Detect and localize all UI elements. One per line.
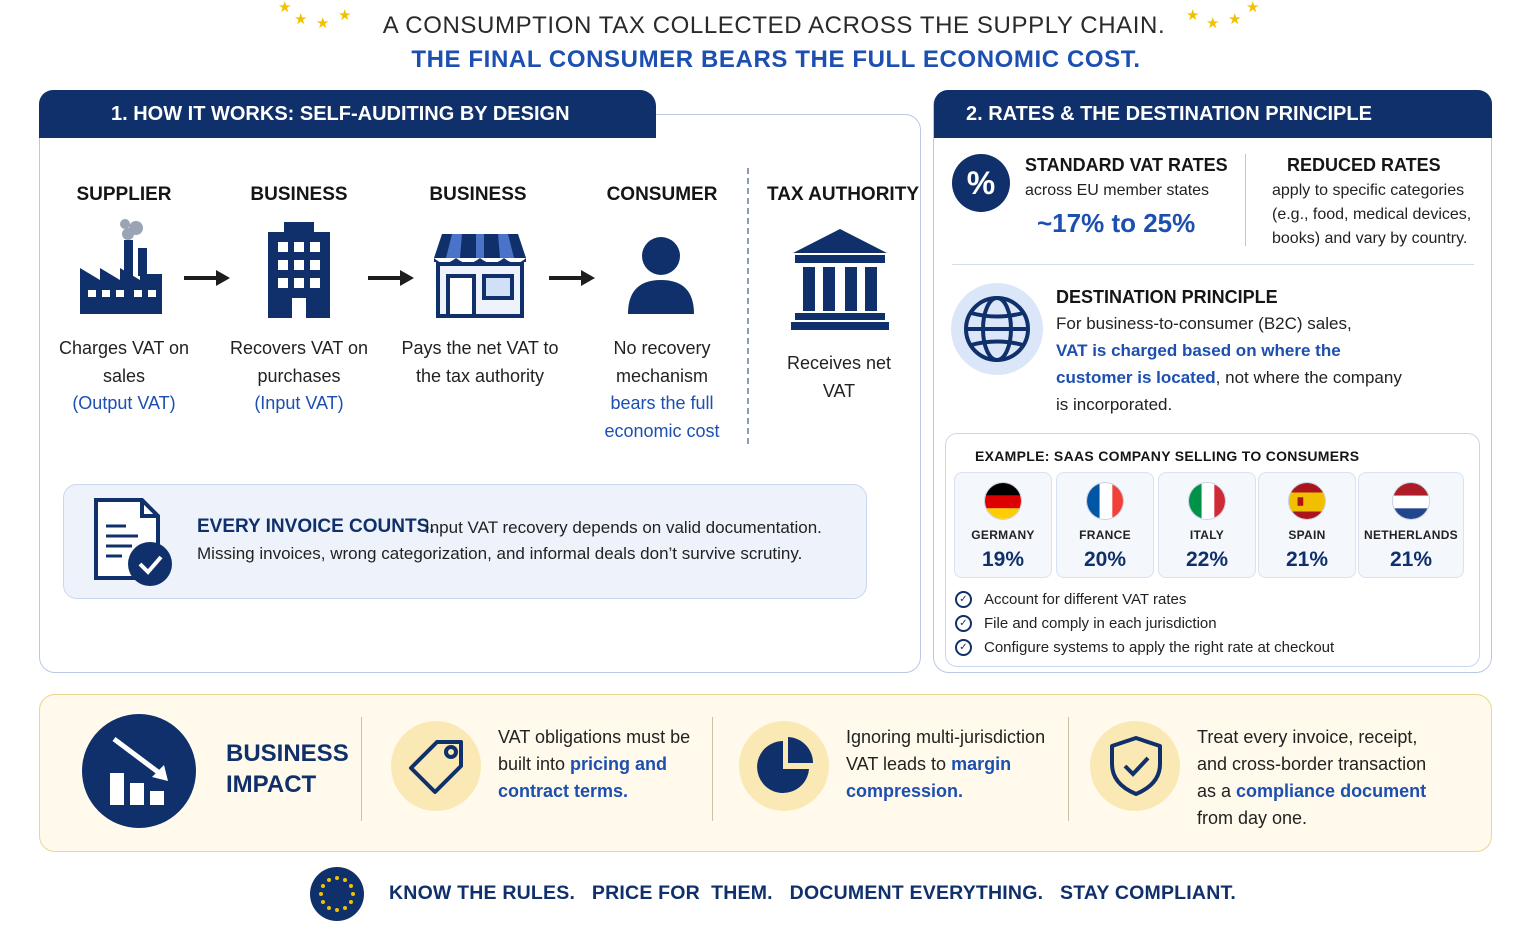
destination-heading: DESTINATION PRINCIPLE — [1056, 287, 1278, 307]
checklist-item: ✓ Configure systems to apply the right rate at checkout — [955, 639, 1334, 656]
check-circle-icon: ✓ — [955, 615, 972, 632]
country-card-germany — [954, 472, 1052, 578]
flow-desc-business-2: Pays the net VAT to the tax authority — [401, 338, 559, 386]
reduced-rates-heading: REDUCED RATES — [1287, 155, 1441, 175]
impact-divider — [361, 717, 362, 821]
country-rate: 20% — [1083, 548, 1127, 571]
flow-desc-business-1: Recovers VAT on purchases (Input VAT) — [229, 338, 369, 413]
impact-text-pricing: VAT obligations must be built into pricing and contract terms. — [498, 727, 691, 801]
flow-desc-tax-authority: Receives net VAT — [786, 353, 892, 401]
rates-divider — [1245, 154, 1246, 246]
arrow-right-icon — [549, 268, 595, 288]
germany-flag-icon — [984, 482, 1022, 520]
netherlands-flag-icon — [1392, 482, 1430, 520]
eu-flag-icon — [310, 867, 364, 921]
country-card-spain — [1258, 472, 1356, 578]
reduced-rates-line-1: apply to specific categories — [1272, 182, 1465, 199]
country-card-netherlands — [1358, 472, 1464, 578]
arrow-right-icon — [184, 268, 230, 288]
country-rate: 21% — [1285, 548, 1329, 571]
flow-divider — [747, 168, 749, 444]
flow-heading-consumer: CONSUMER — [606, 184, 718, 205]
country-rate: 21% — [1389, 548, 1433, 571]
header-subtitle: THE FINAL CONSUMER BEARS THE FULL ECONOMIC COST. — [411, 46, 1141, 73]
flow-desc-supplier: Charges VAT on sales (Output VAT) — [58, 338, 190, 413]
svg-text:%: % — [966, 165, 996, 201]
flow-heading-tax-authority: TAX AUTHORITY — [767, 184, 919, 205]
spain-flag-icon — [1288, 482, 1326, 520]
reduced-rates-line-2: (e.g., food, medical devices, — [1272, 206, 1472, 223]
invoice-line-2: Missing invoices, wrong categorization, and informal deals don’t survive scrutiny. — [197, 544, 803, 563]
check-circle-icon: ✓ — [955, 591, 972, 608]
country-name: FRANCE — [1079, 528, 1131, 542]
reduced-rates-line-3: books) and vary by country. — [1272, 230, 1468, 247]
how-it-works-title: 1. HOW IT WORKS: SELF-AUDITING BY DESIGN — [39, 90, 656, 138]
checklist-item: ✓ File and comply in each jurisdiction — [955, 615, 1217, 632]
eu-stars-left: ★ ★ ★ ★ — [278, 0, 352, 32]
declining-chart-icon — [82, 713, 196, 829]
impact-text-compliance: Treat every invoice, receipt, and cross-border transaction as a compliance document from day one. — [1197, 727, 1427, 828]
arrow-right-icon — [368, 268, 414, 288]
country-card-italy — [1158, 472, 1256, 578]
country-rate: 19% — [981, 548, 1025, 571]
footer-tagline: KNOW THE RULES. PRICE FOR THEM. DOCUMENT EVERYTHING. STAY COMPLIANT. — [389, 882, 1237, 904]
invoice-callout — [63, 484, 867, 599]
header-title: A CONSUMPTION TAX COLLECTED ACROSS THE SUPPLY CHAIN. — [382, 12, 1166, 39]
impact-divider — [1068, 717, 1069, 821]
government-building-icon — [791, 229, 889, 331]
rates-title: 2. RATES & THE DESTINATION PRINCIPLE — [934, 90, 1492, 138]
country-name: GERMANY — [971, 528, 1035, 542]
country-name: SPAIN — [1288, 528, 1326, 542]
standard-rates-range: ~17% to 25% — [1037, 208, 1196, 238]
flow-heading-supplier: SUPPLIER — [76, 184, 172, 205]
italy-flag-icon — [1188, 482, 1226, 520]
country-rate: 22% — [1185, 548, 1229, 571]
country-name: ITALY — [1189, 528, 1225, 542]
destination-body: For business-to-consumer (B2C) sales, VAT is charged based on where the customer is located, not where the company is incorporated. — [1056, 314, 1402, 414]
factory-icon — [80, 218, 164, 316]
checklist-item: ✓ Account for different VAT rates — [955, 591, 1186, 608]
percent-icon — [952, 154, 1010, 212]
country-card-france — [1056, 472, 1154, 578]
document-check-icon — [92, 498, 176, 588]
shield-check-icon — [1106, 734, 1166, 798]
impact-text-margin: Ignoring multi-jurisdiction VAT leads to margin compression. — [846, 727, 1046, 801]
check-circle-icon: ✓ — [955, 639, 972, 656]
eu-stars-right: ★ ★ ★ ★ — [1186, 0, 1260, 32]
standard-rates-heading: STANDARD VAT RATES — [1025, 155, 1228, 175]
globe-icon — [950, 282, 1044, 376]
storefront-icon — [432, 232, 528, 318]
flow-desc-consumer: No recovery mechanism bears the full economic cost — [604, 338, 720, 441]
country-name: NETHERLANDS — [1364, 528, 1458, 542]
business-impact-title: BUSINESS IMPACT — [226, 740, 349, 798]
invoice-title: EVERY INVOICE COUNTS. — [197, 516, 435, 537]
price-tag-icon — [405, 734, 469, 798]
invoice-line-1: Input VAT recovery depends on valid documentation. — [425, 518, 822, 537]
person-icon — [626, 236, 696, 314]
example-title: EXAMPLE: SAAS COMPANY SELLING TO CONSUMERS — [975, 448, 1360, 464]
office-building-icon — [268, 222, 330, 318]
flow-heading-business-1: BUSINESS — [250, 184, 348, 205]
impact-divider — [712, 717, 713, 821]
pie-chart-icon — [753, 735, 817, 799]
france-flag-icon — [1086, 482, 1124, 520]
section-divider — [952, 264, 1474, 265]
flow-heading-business-2: BUSINESS — [429, 184, 527, 205]
standard-rates-sub: across EU member states — [1025, 182, 1210, 199]
